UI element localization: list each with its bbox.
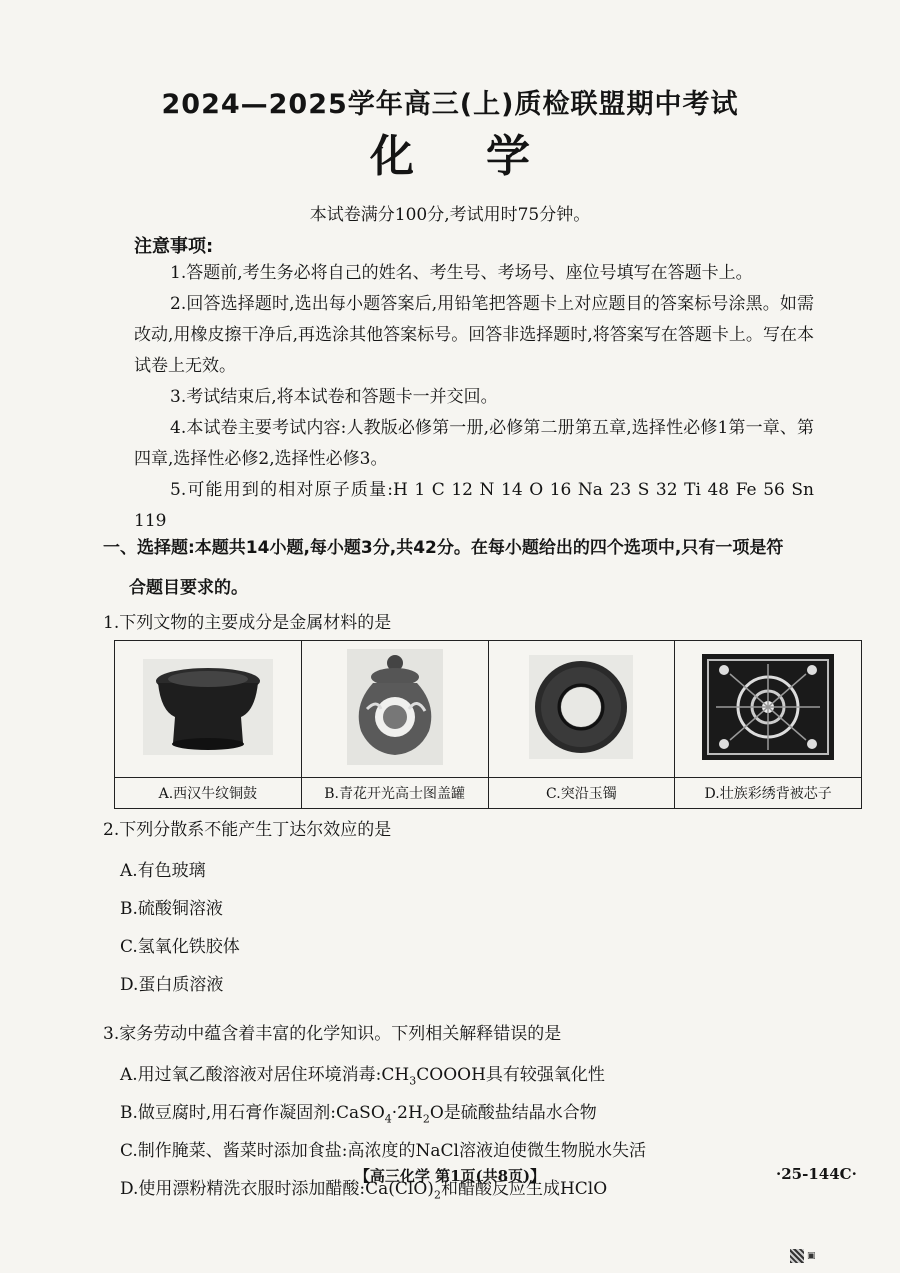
option-a: A.有色玻璃 [120, 861, 206, 881]
jade-ring-icon [529, 655, 633, 759]
porcelain-jar-icon [347, 649, 443, 765]
jade-bracelet-image [488, 641, 675, 778]
option-c-caption: C.突沿玉镯 [488, 778, 675, 809]
question-1-stem: 1.下列文物的主要成分是金属材料的是 [103, 613, 392, 633]
option-d-caption: D.壮族彩绣背被芯子 [675, 778, 862, 809]
option-b-subscript-2: 2 [422, 1112, 430, 1126]
option-a [120, 1056, 646, 1094]
bronze-drum-image [115, 641, 302, 778]
option-b-caption: B.青花开光高士图盖罐 [301, 778, 488, 809]
section-heading [103, 528, 853, 608]
embroidery-image [675, 641, 862, 778]
option-b-subscript-1: 4 [384, 1112, 392, 1126]
option-b-text-3: O是硫酸盐结晶水合物 [429, 1103, 597, 1123]
scanner-watermark [790, 1247, 850, 1265]
subject-title [0, 120, 900, 184]
exam-intro: 本试卷满分100分,考试用时75分钟。 [309, 205, 591, 225]
section-heading-line2: 合题目要求的。 [129, 578, 248, 598]
bronze-drum-icon [143, 659, 273, 755]
scanner-logo-icon: ▣ [807, 1251, 816, 1261]
notice-heading: 注意事项: [134, 236, 214, 257]
notice-item: 3.考试结束后,将本试卷和答题卡一并交回。 [170, 387, 498, 407]
option-b-text-2: ·2H [391, 1103, 423, 1123]
option-c: C.制作腌菜、酱菜时添加食盐:高浓度的NaCl溶液迫使微生物脱水失活 [120, 1141, 646, 1161]
question-2-options [120, 852, 240, 1004]
question-2-stem: 2.下列分散系不能产生丁达尔效应的是 [103, 820, 392, 840]
option-a-text-2: COOOH具有较强氧化性 [416, 1065, 605, 1085]
option-d-subscript: 2 [433, 1188, 441, 1202]
option-d-text-1: D.使用漂粉精洗衣服时添加醋酸:Ca(ClO) [120, 1179, 434, 1199]
option-b-text-1: B.做豆腐时,用石膏作凝固剂:CaSO [120, 1103, 385, 1123]
option-b [120, 1094, 646, 1132]
covered-jar-image [301, 641, 488, 778]
exam-title: 2024—2025学年高三(上)质检联盟期中考试 [161, 89, 739, 120]
question-3-stem: 3.家务劳动中蕴含着丰富的化学知识。下列相关解释错误的是 [103, 1024, 562, 1044]
option-d: D.蛋白质溶液 [120, 975, 224, 995]
section-heading-line1: 一、选择题:本题共14小题,每小题3分,共42分。在每小题给出的四个选项中,只有一项是符 [103, 538, 784, 558]
question-1-figure-table [114, 640, 862, 809]
subject-char-2: 学 [486, 131, 530, 182]
option-a-caption: A.西汉牛纹铜鼓 [115, 778, 302, 809]
embroidery-pattern-icon [702, 654, 834, 760]
option-a-subscript: 3 [409, 1074, 417, 1088]
notice-item: 2.回答选择题时,选出每小题答案后,用铅笔把答题卡上对应题目的答案标号涂黑。如需改动,用橡皮擦干净后,再选涂其他答案标号。回答非选择题时,将答案写在答题卡上。写在本试卷上无效。 [134, 294, 814, 376]
notice-item: 5.可能用到的相对原子质量:H 1 C 12 N 14 O 16 Na 23 S 32 Ti 48 Fe 56 Sn 119 [134, 480, 814, 531]
qr-code-icon [790, 1249, 804, 1263]
notice-list [134, 258, 814, 537]
paper-code: ·25-144C· [776, 1165, 857, 1183]
option-d-text-2: 和醋酸反应生成HClO [440, 1179, 608, 1199]
option-c: C.氢氧化铁胶体 [120, 937, 240, 957]
page-footer: 【高三化学 第1页(共8页)】 [354, 1167, 546, 1185]
notice-item: 1.答题前,考生务必将自己的姓名、考生号、考场号、座位号填写在答题卡上。 [170, 263, 753, 283]
option-a-text-1: A.用过氧乙酸溶液对居住环境消毒:CH [120, 1065, 410, 1085]
option-b: B.硫酸铜溶液 [120, 899, 223, 919]
notice-item: 4.本试卷主要考试内容:人教版必修第一册,必修第二册第五章,选择性必修1第一章、第四章,选择性必修2,选择性必修3。 [134, 418, 814, 469]
subject-char-1: 化 [370, 131, 414, 182]
